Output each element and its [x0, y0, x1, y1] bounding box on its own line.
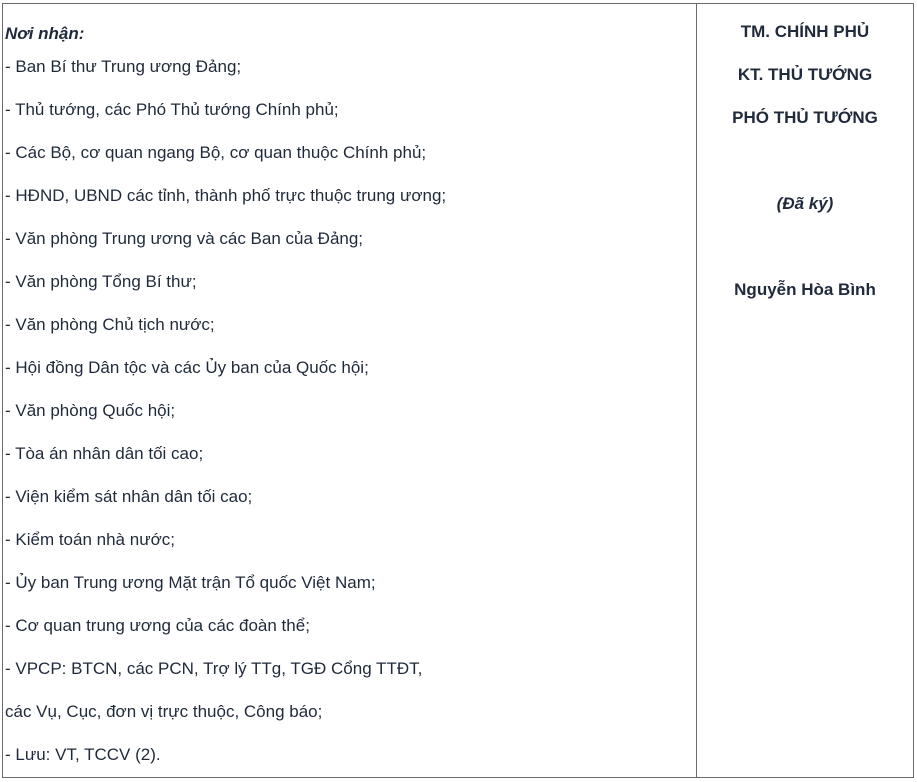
recipient-line: - Kiểm toán nhà nước; [5, 530, 175, 549]
recipient-line: - Lưu: VT, TCCV (2). [5, 745, 161, 764]
recipient-line: - Tòa án nhân dân tối cao; [5, 444, 204, 463]
signature-org: TM. CHÍNH PHỦ [740, 22, 870, 41]
recipient-line: - Văn phòng Chủ tịch nước; [5, 315, 215, 334]
recipient-line: các Vụ, Cục, đơn vị trực thuộc, Công báo; [5, 702, 323, 721]
recipient-line: - Văn phòng Trung ương và các Ban của Đảng; [5, 229, 364, 248]
recipient-line: - Các Bộ, cơ quan ngang Bộ, cơ quan thuộc Chính phủ; [5, 143, 427, 162]
signer-name: Nguyễn Hòa Bình [734, 280, 876, 299]
recipient-line: - Ban Bí thư Trung ương Đảng; [5, 57, 242, 76]
recipient-line: - Cơ quan trung ương của các đoàn thể; [5, 616, 310, 635]
signature-cell [697, 4, 913, 777]
recipient-line: - Hội đồng Dân tộc và các Ủy ban của Quốc hội; [5, 358, 369, 377]
signature-authority: KT. THỦ TƯỚNG [737, 65, 873, 84]
recipient-line: - Văn phòng Quốc hội; [5, 401, 176, 420]
recipient-line: - VPCP: BTCN, các PCN, Trợ lý TTg, TGĐ Cổng TTĐT, [5, 659, 423, 678]
recipient-line: - Thủ tướng, các Phó Thủ tướng Chính phủ; [5, 100, 339, 119]
recipients-heading: Nơi nhận: [5, 24, 85, 43]
recipient-line: - Văn phòng Tổng Bí thư; [5, 272, 197, 291]
recipient-line: - Viện kiểm sát nhân dân tối cao; [5, 487, 253, 506]
signature-block-table [2, 3, 914, 778]
recipient-line: - Ủy ban Trung ương Mặt trận Tổ quốc Việt Nam; [5, 573, 376, 592]
signature-title: PHÓ THỦ TƯỚNG [732, 108, 878, 127]
recipient-line: - HĐND, UBND các tỉnh, thành phố trực thuộc trung ương; [5, 186, 447, 205]
recipients-cell [3, 4, 697, 777]
signed-note: (Đã ký) [776, 194, 834, 213]
